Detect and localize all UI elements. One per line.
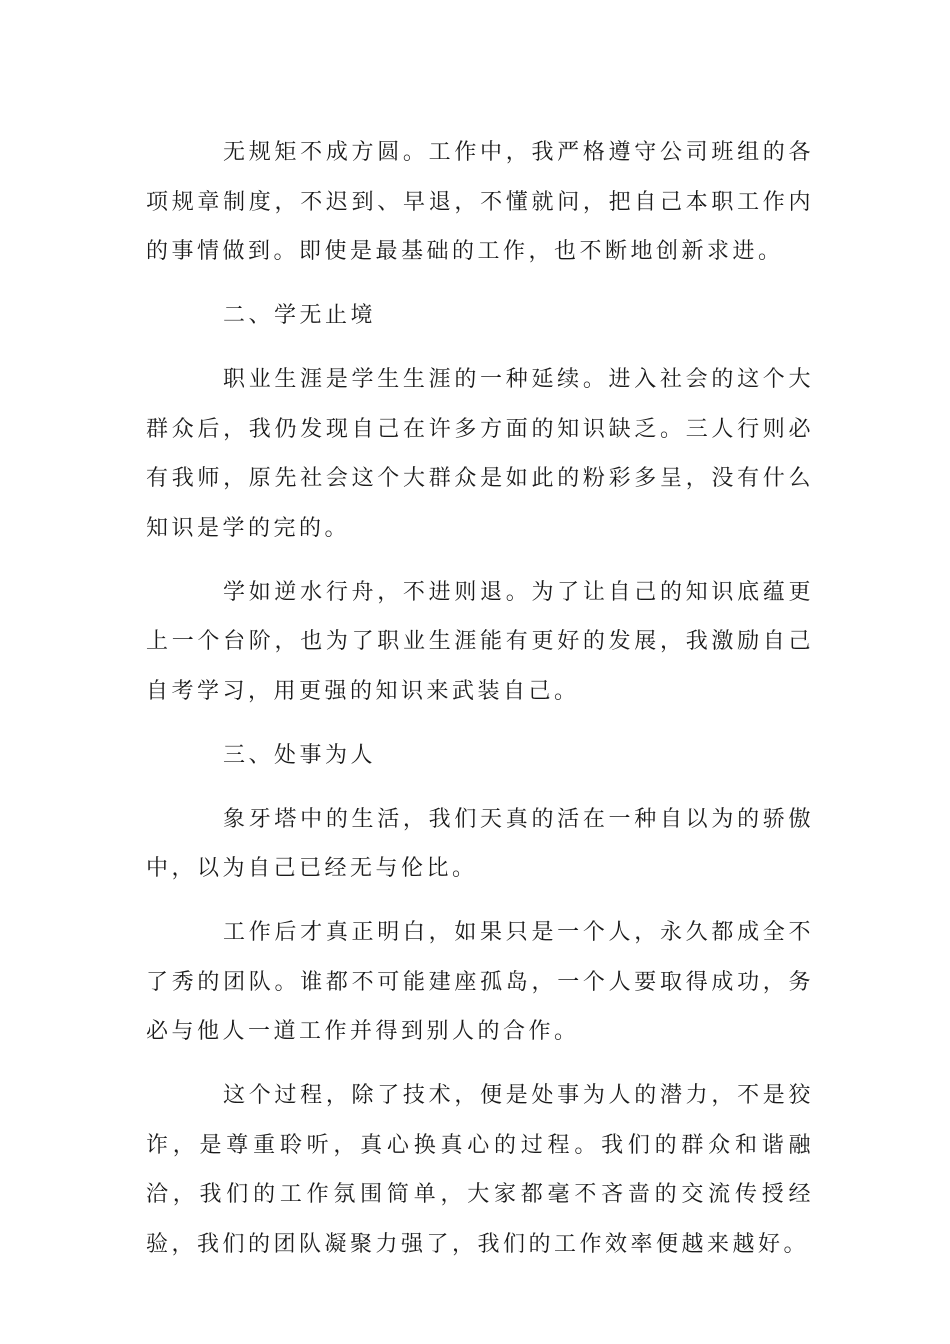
section-heading-conduct: 三、处事为人 <box>223 742 377 768</box>
document-body <box>146 128 814 1284</box>
paragraph-ivory-tower: 象牙塔中的生活，我们天真的活在一种自以为的骄傲中，以为自己已经无与伦比。 <box>146 806 814 881</box>
paragraph-career: 职业生涯是学生生涯的一种延续。进入社会的这个大群众后，我仍发现自己在许多方面的知识缺乏。三人行则必有我师，原先社会这个大群众是如此的粉彩多呈，没有什么知识是学的完的。 <box>146 367 814 541</box>
paragraph-process: 这个过程，除了技术，便是处事为人的潜力，不是狡诈，是尊重聆听，真心换真心的过程。我们的群众和谐融洽，我们的工作氛围简单，大家都毫不吝啬的交流传授经验，我们的团队凝聚力强了，我们的工作效率便越来越好。 <box>146 1083 814 1257</box>
paragraph-rules: 无规矩不成方圆。工作中，我严格遵守公司班组的各项规章制度，不迟到、早退，不懂就问，把自己本职工作内的事情做到。即使是最基础的工作，也不断地创新求进。 <box>146 140 814 264</box>
section-heading-learning: 二、学无止境 <box>223 303 377 328</box>
paragraph-teamwork: 工作后才真正明白，如果只是一个人，永久都成全不了秀的团队。谁都不可能建座孤岛，一个人要取得成功，务必与他人一道工作并得到别人的合作。 <box>146 920 814 1044</box>
paragraph-self-study: 学如逆水行舟，不进则退。为了让自己的知识底蕴更上一个台阶，也为了职业生涯能有更好的发展，我激励自己自考学习，用更强的知识来武装自己。 <box>146 579 814 704</box>
